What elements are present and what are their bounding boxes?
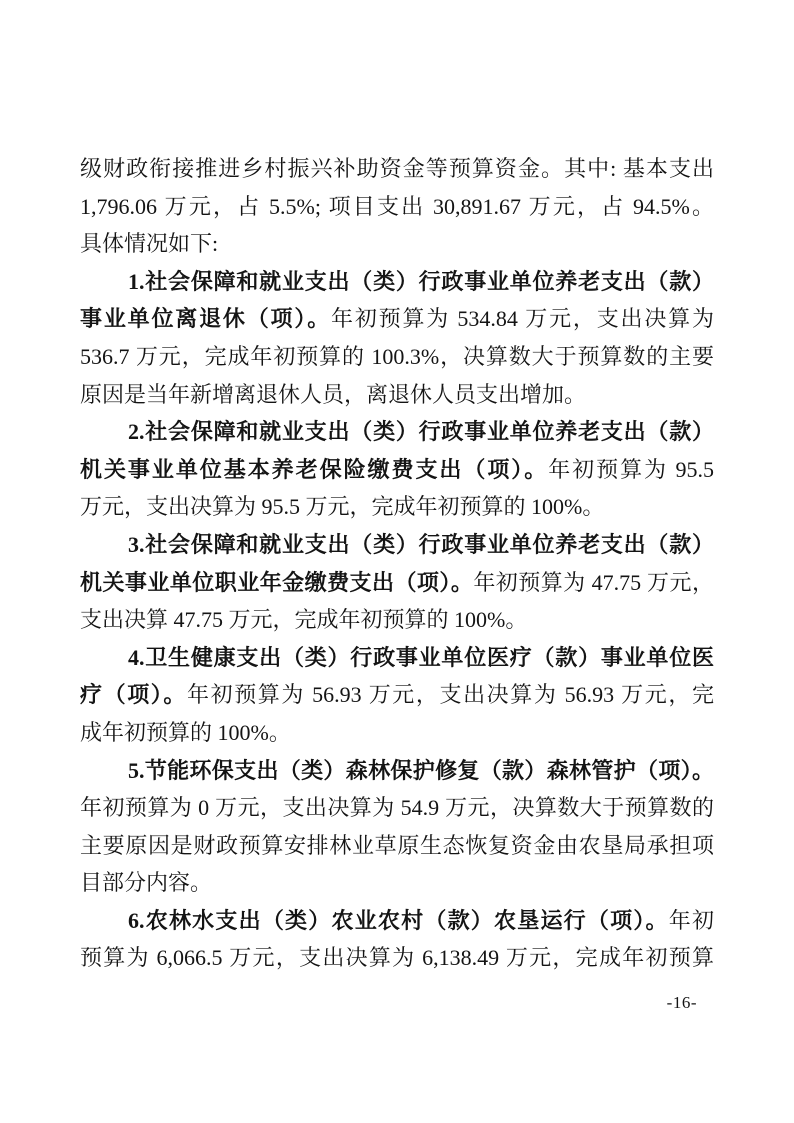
text-line bbox=[80, 939, 714, 977]
text-line bbox=[80, 263, 714, 301]
body-text: 年初预算为 47.75 万元， bbox=[473, 569, 714, 595]
body-text: 年初预算为 95.5 bbox=[548, 456, 714, 482]
text-line bbox=[80, 150, 714, 188]
text-line bbox=[80, 639, 714, 677]
body-text: 预算为 6,066.5 万元，支出决算为 6,138.49 万元，完成年初预算 bbox=[80, 945, 714, 971]
text-line bbox=[80, 564, 714, 602]
body-text: 目部分内容。 bbox=[80, 870, 213, 896]
text-line bbox=[80, 376, 714, 414]
item-heading-text: 3.社会保障和就业支出（类）行政事业单位养老支出（款） bbox=[128, 531, 714, 557]
body-text: 1,796.06 万元，占 5.5%; 项目支出 30,891.67 万元，占 94.5%。 bbox=[80, 193, 714, 219]
text-line bbox=[80, 601, 714, 639]
body-text: 年初 bbox=[668, 907, 714, 933]
text-line bbox=[80, 338, 714, 376]
text-line bbox=[80, 225, 714, 263]
item-heading-text: 事业单位离退休（项）。 bbox=[80, 306, 332, 332]
body-text: 支出决算 47.75 万元，完成年初预算的 100%。 bbox=[80, 607, 528, 633]
text-line bbox=[80, 188, 714, 226]
body-text: 年初预算为 0 万元，支出决算为 54.9 万元，决算数大于预算数的 bbox=[80, 795, 714, 821]
text-line bbox=[80, 676, 714, 714]
item-heading-text: 机关事业单位基本养老保险缴费支出（项）。 bbox=[80, 456, 549, 482]
text-line bbox=[80, 864, 714, 902]
body-text: 536.7 万元，完成年初预算的 100.3%，决算数大于预算数的主要 bbox=[80, 343, 714, 369]
body-text: 成年初预算的 100%。 bbox=[80, 719, 291, 745]
body-text: 原因是当年新增离退休人员，离退休人员支出增加。 bbox=[80, 381, 587, 407]
page-footer bbox=[667, 993, 697, 1013]
document-body bbox=[80, 150, 714, 977]
text-line bbox=[80, 413, 714, 451]
text-line bbox=[80, 526, 714, 564]
body-text: 主要原因是财政预算安排林业草原生态恢复资金由农垦局承担项 bbox=[80, 832, 714, 858]
page-number: -16- bbox=[666, 993, 697, 1012]
body-text: 级财政衔接推进乡村振兴补助资金等预算资金。其中: 基本支出 bbox=[80, 156, 714, 181]
item-heading-text: 机关事业单位职业年金缴费支出（项）。 bbox=[80, 569, 474, 595]
item-heading-text: 1.社会保障和就业支出（类）行政事业单位养老支出（款） bbox=[128, 268, 714, 294]
body-text: 年初预算为 56.93 万元，支出决算为 56.93 万元，完 bbox=[187, 682, 714, 708]
item-heading-text: 疗（项）。 bbox=[80, 682, 187, 708]
item-heading-text: 4.卫生健康支出（类）行政事业单位医疗（款）事业单位医 bbox=[128, 644, 714, 670]
text-line bbox=[80, 827, 714, 865]
text-line bbox=[80, 789, 714, 827]
item-heading-text: 6.农林水支出（类）农业农村（款）农垦运行（项）。 bbox=[128, 907, 669, 933]
text-line bbox=[80, 714, 714, 752]
item-heading-text: 5.节能环保支出（类）森林保护修复（款）森林管护（项）。 bbox=[128, 757, 714, 783]
text-line bbox=[80, 300, 714, 338]
text-line bbox=[80, 752, 714, 790]
text-line bbox=[80, 902, 714, 940]
text-line bbox=[80, 451, 714, 489]
item-heading-text: 2.社会保障和就业支出（类）行政事业单位养老支出（款） bbox=[128, 419, 714, 445]
text-line bbox=[80, 488, 714, 526]
body-text: 万元，支出决算为 95.5 万元，完成年初预算的 100%。 bbox=[80, 494, 605, 520]
body-text: 年初预算为 534.84 万元，支出决算为 bbox=[331, 306, 714, 332]
body-text: 具体情况如下: bbox=[80, 231, 219, 257]
